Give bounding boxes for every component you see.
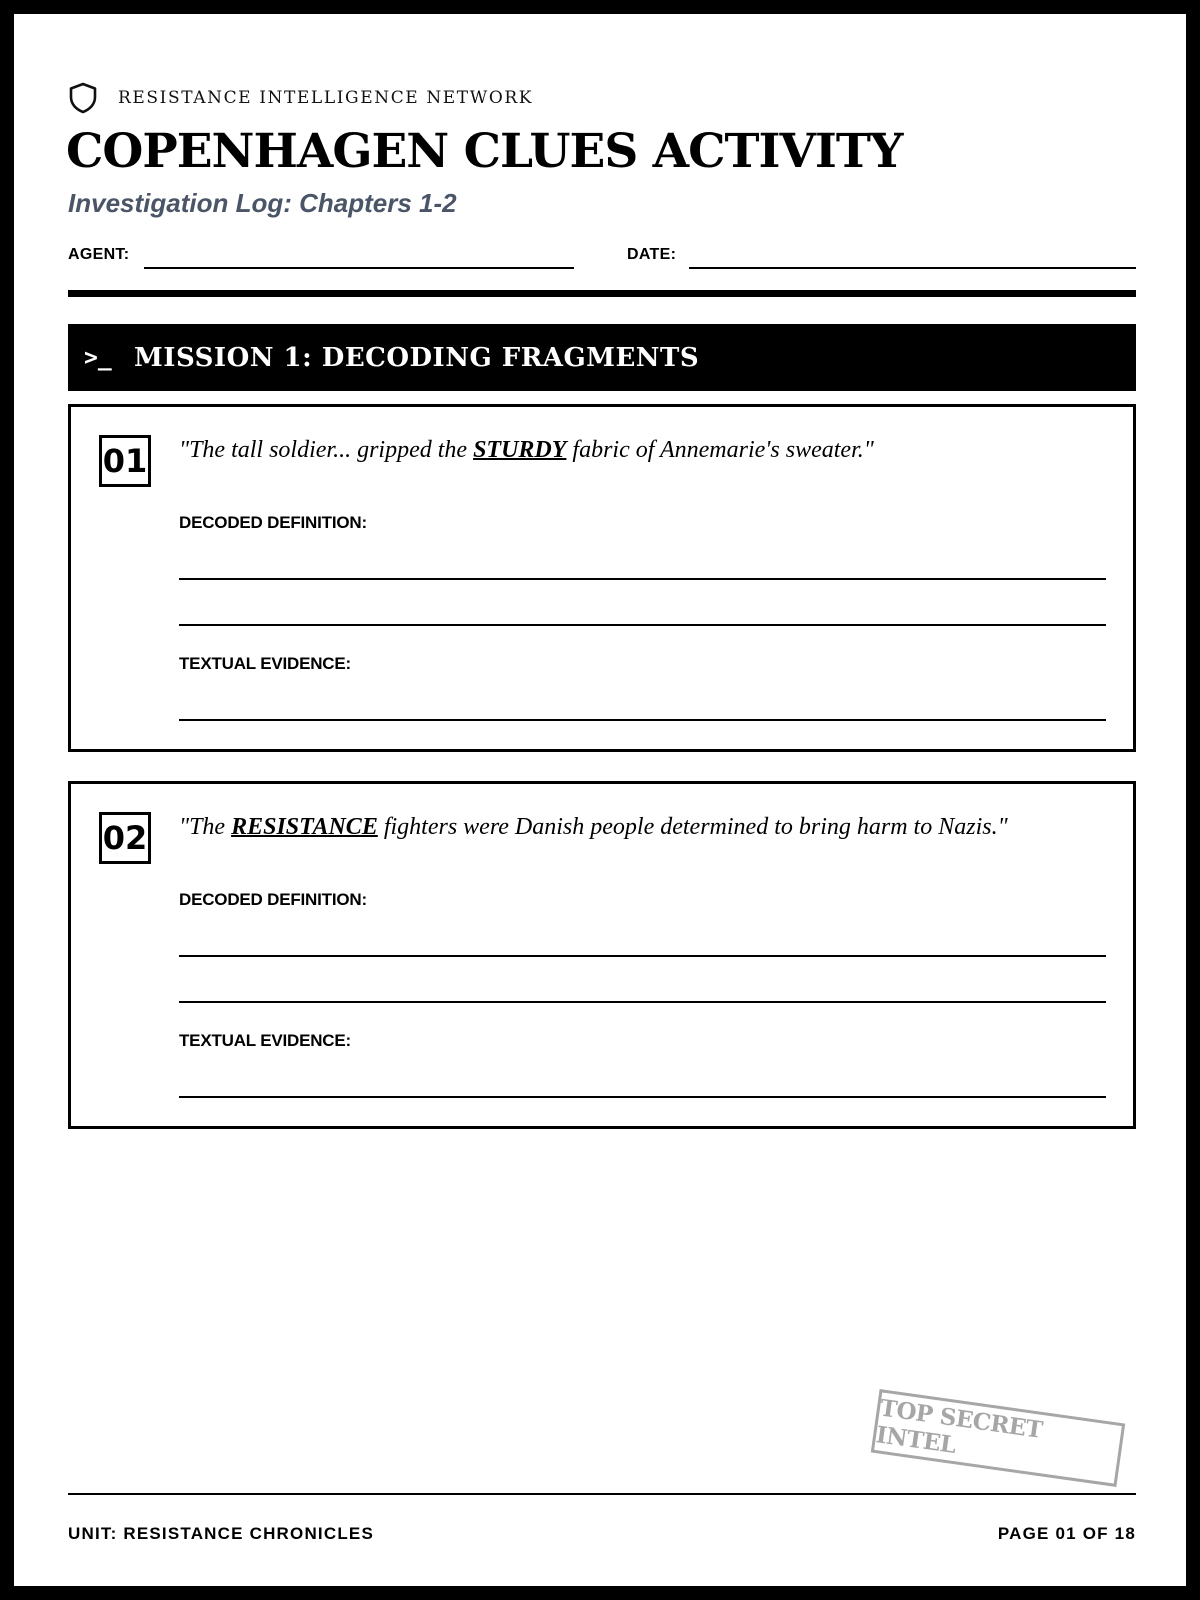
footer-unit: UNIT: RESISTANCE CHRONICLES [68, 1524, 374, 1543]
definition-answer-line[interactable] [179, 1001, 1106, 1003]
agent-label: AGENT: [68, 246, 130, 263]
definition-answer-line[interactable] [179, 624, 1106, 626]
date-label: DATE: [627, 246, 677, 263]
clue-card [68, 404, 1136, 752]
worksheet-page [14, 14, 1186, 1586]
quote-text: fighters were Danish people determined to bring harm to Nazis." [377, 814, 1008, 840]
evidence-label: TEXTUAL EVIDENCE: [179, 1031, 351, 1050]
top-secret-stamp: TOP SECRET INTEL [871, 1389, 1125, 1487]
quote-text: fabric of Annemarie's sweater." [566, 437, 874, 463]
terminal-prompt-icon: >_ [84, 344, 112, 371]
date-field[interactable] [689, 267, 1136, 269]
definition-label: DECODED DEFINITION: [179, 890, 367, 909]
brand-header [68, 82, 533, 114]
definition-label: DECODED DEFINITION: [179, 513, 367, 532]
clue-number: 01 [99, 435, 151, 487]
mission-title: MISSION 1: DECODING FRAGMENTS [134, 342, 700, 373]
clue-quote [179, 437, 1113, 464]
mission-banner [68, 324, 1136, 391]
footer-divider [68, 1493, 1136, 1495]
definition-answer-line[interactable] [179, 578, 1106, 580]
evidence-answer-line[interactable] [179, 719, 1106, 721]
definition-answer-line[interactable] [179, 955, 1106, 957]
evidence-answer-line[interactable] [179, 1096, 1106, 1098]
header-divider [68, 290, 1136, 297]
quote-text: "The [179, 814, 232, 840]
clue-number: 02 [99, 812, 151, 864]
footer-page-number: PAGE 01 OF 18 [997, 1524, 1136, 1543]
vocab-keyword: STURDY [473, 437, 567, 463]
clue-quote [179, 814, 1113, 841]
agent-field[interactable] [144, 267, 574, 269]
vocab-keyword: RESISTANCE [231, 814, 378, 840]
quote-text: "The tall soldier... gripped the [179, 437, 474, 463]
brand-name: RESISTANCE INTELLIGENCE NETWORK [118, 88, 534, 108]
evidence-label: TEXTUAL EVIDENCE: [179, 654, 351, 673]
page-title: COPENHAGEN CLUES ACTIVITY [66, 124, 903, 179]
clue-card [68, 781, 1136, 1129]
shield-icon [68, 82, 98, 114]
page-subtitle: Investigation Log: Chapters 1-2 [68, 188, 457, 218]
